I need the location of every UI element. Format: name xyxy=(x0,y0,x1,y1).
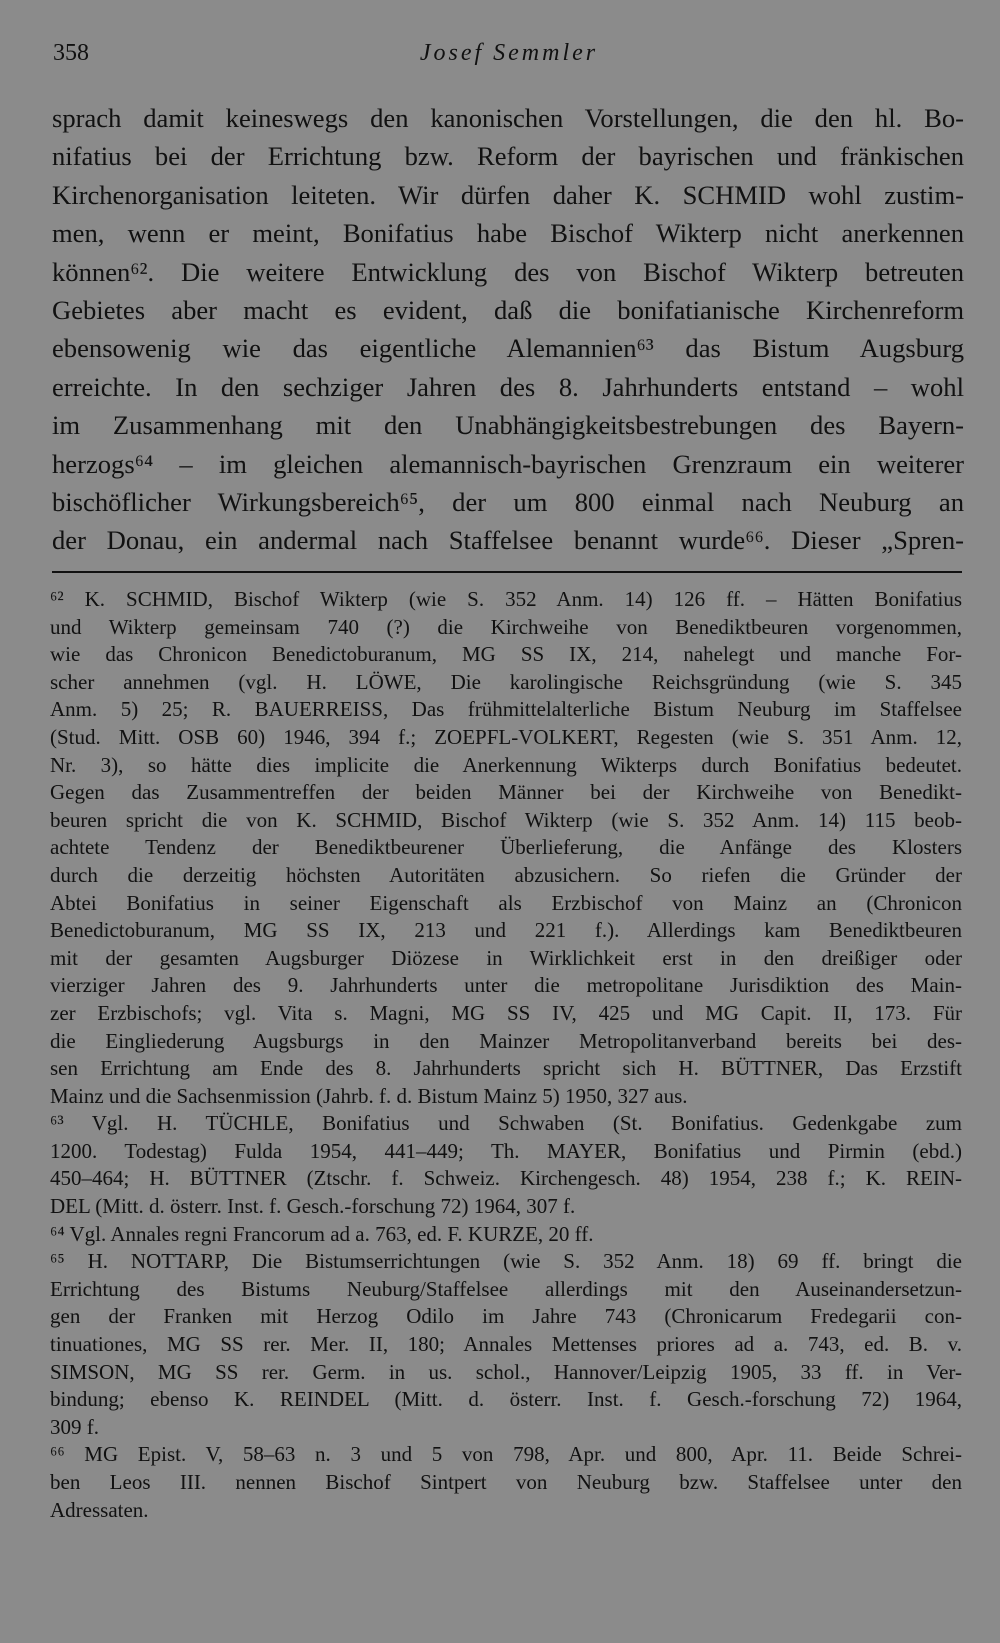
footnote-line: ⁶⁶ MG Epist. V, 58–63 n. 3 und 5 von 798, Apr. und 800, Apr. 11. Beide Schrei- xyxy=(50,1442,962,1467)
footnote-line: sen Errichtung am Ende des 8. Jahrhunderts spricht sich H. BÜTTNER, Das Erzstift xyxy=(50,1056,962,1081)
body-line: nifatius bei der Errichtung bzw. Reform der bayrischen und fränkischen xyxy=(52,141,964,172)
footnote-line: mit der gesamten Augsburger Diözese in Wirklichkeit erst in den dreißiger oder xyxy=(50,945,962,970)
footnote-line: tinuationes, MG SS rer. Mer. II, 180; Annales Mettenses priores ad a. 743, ed. B. v. xyxy=(50,1332,962,1357)
body-line: im Zusammenhang mit den Unabhängigkeitsbestrebungen des Bayern- xyxy=(52,410,964,441)
body-line: können⁶². Die weitere Entwicklung des von Bischof Wikterp betreuten xyxy=(52,256,964,287)
footnote-line: ⁶⁴ Vgl. Annales regni Francorum ad a. 763, ed. F. KURZE, 20 ff. xyxy=(50,1221,594,1246)
footnote-line: beuren spricht die von K. SCHMID, Bischof Wikterp (wie S. 352 Anm. 14) 115 beob- xyxy=(50,807,962,832)
footnote-line: Gegen das Zusammentreffen der beiden Männer bei der Kirchweihe von Benedikt- xyxy=(50,780,962,805)
page-number: 358 xyxy=(53,40,89,66)
footnotes xyxy=(50,586,962,1524)
footnote-line: ⁶³ Vgl. H. TÜCHLE, Bonifatius und Schwaben (St. Bonifatius. Gedenkgabe zum xyxy=(50,1111,962,1136)
footnote-line: scher annehmen (vgl. H. LÖWE, Die karolingische Reichsgründung (wie S. 345 xyxy=(50,669,962,694)
footnote-line: durch die derzeitig höchsten Autoritäten abzusichern. So riefen die Gründer der xyxy=(50,862,962,887)
footnote-line: wie das Chronicon Benedictoburanum, MG SS IX, 214, nahelegt und manche For- xyxy=(50,642,962,667)
footnote-separator xyxy=(52,571,962,573)
footnote-line: DEL (Mitt. d. österr. Inst. f. Gesch.-forschung 72) 1964, 307 f. xyxy=(50,1194,576,1219)
body-line: herzogs⁶⁴ – im gleichen alemannisch-bayrischen Grenzraum ein weiterer xyxy=(52,448,964,479)
footnote-line: Abtei Bonifatius in seiner Eigenschaft als Erzbischof von Mainz an (Chronicon xyxy=(50,890,962,915)
body-line: men, wenn er meint, Bonifatius habe Bischof Wikterp nicht anerkennen xyxy=(52,218,964,249)
footnote-line: ben Leos III. nennen Bischof Sintpert von Neuburg bzw. Staffelsee unter den xyxy=(50,1470,962,1494)
running-head: Josef Semmler xyxy=(419,40,599,66)
footnote-line: Nr. 3), so hätte dies implicite die Anerkennung Wikterps durch Bonifatius bedeutet. xyxy=(50,752,962,777)
body-line: erreichte. In den sechziger Jahren des 8. Jahrhunderts entstand – wohl xyxy=(52,371,964,402)
body-line: sprach damit keineswegs den kanonischen Vorstellungen, die den hl. Bo- xyxy=(52,103,964,133)
body-line: ebensowenig wie das eigentliche Alemannien⁶³ das Bistum Augsburg xyxy=(52,333,964,364)
footnote-line: bindung; ebenso K. REINDEL (Mitt. d. österr. Inst. f. Gesch.-forschung 72) 1964, xyxy=(50,1387,962,1412)
main-text xyxy=(52,99,964,560)
body-line: Kirchenorganisation leiteten. Wir dürfen daher K. SCHMID wohl zustim- xyxy=(52,179,964,210)
footnote-line: und Wikterp gemeinsam 740 (?) die Kirchweihe von Benediktbeuren vorgenommen, xyxy=(50,614,962,639)
footnote-line: vierziger Jahren des 9. Jahrhunderts unter die metropolitane Jurisdiktion des Main- xyxy=(50,973,962,998)
body-line: der Donau, ein andermal nach Staffelsee benannt wurde⁶⁶. Dieser „Spren- xyxy=(52,525,964,556)
footnote-line: Benedictoburanum, MG SS IX, 213 und 221 f.). Allerdings kam Benediktbeuren xyxy=(50,918,962,943)
footnote-line: Adressaten. xyxy=(50,1497,149,1522)
footnote-line: achtete Tendenz der Benediktbeurener Überlieferung, die Anfänge des Klosters xyxy=(50,835,962,860)
body-line: Gebietes aber macht es evident, daß die bonifatianische Kirchenreform xyxy=(52,294,964,325)
footnote-line: Mainz und die Sachsenmission (Jahrb. f. d. Bistum Mainz 5) 1950, 327 aus. xyxy=(50,1083,688,1108)
footnote-line: 450–464; H. BÜTTNER (Ztschr. f. Schweiz. Kirchengesch. 48) 1954, 238 f.; K. REIN- xyxy=(50,1166,962,1191)
footnote-line: Errichtung des Bistums Neuburg/Staffelsee allerdings mit den Auseinandersetzun- xyxy=(50,1276,962,1301)
page-header xyxy=(53,40,965,74)
footnote-line: SIMSON, MG SS rer. Germ. in us. schol., Hannover/Leipzig 1905, 33 ff. in Ver- xyxy=(50,1359,962,1384)
footnote-line: Anm. 5) 25; R. BAUERREISS, Das frühmittelalterliche Bistum Neuburg im Staffelsee xyxy=(50,697,962,722)
footnote-line: (Stud. Mitt. OSB 60) 1946, 394 f.; ZOEPFL-VOLKERT, Regesten (wie S. 351 Anm. 12, xyxy=(50,724,962,749)
footnote-line: die Eingliederung Augsburgs in den Mainzer Metropolitanverband bereits bei des- xyxy=(50,1028,962,1053)
footnote-line: zer Erzbischofs; vgl. Vita s. Magni, MG SS IV, 425 und MG Capit. II, 173. Für xyxy=(50,1000,962,1025)
body-line: bischöflicher Wirkungsbereich⁶⁵, der um 800 einmal nach Neuburg an xyxy=(52,486,964,517)
footnote-line: 309 f. xyxy=(50,1414,99,1439)
footnote-line: 1200. Todestag) Fulda 1954, 441–449; Th. MAYER, Bonifatius und Pirmin (ebd.) xyxy=(50,1138,962,1163)
footnote-line: ⁶⁵ H. NOTTARP, Die Bistumserrichtungen (wie S. 352 Anm. 18) 69 ff. bringt die xyxy=(50,1249,962,1274)
footnote-line: gen der Franken mit Herzog Odilo im Jahre 743 (Chronicarum Fredegarii con- xyxy=(50,1304,962,1329)
footnote-line: ⁶² K. SCHMID, Bischof Wikterp (wie S. 352 Anm. 14) 126 ff. – Hätten Bonifatius xyxy=(50,587,962,611)
